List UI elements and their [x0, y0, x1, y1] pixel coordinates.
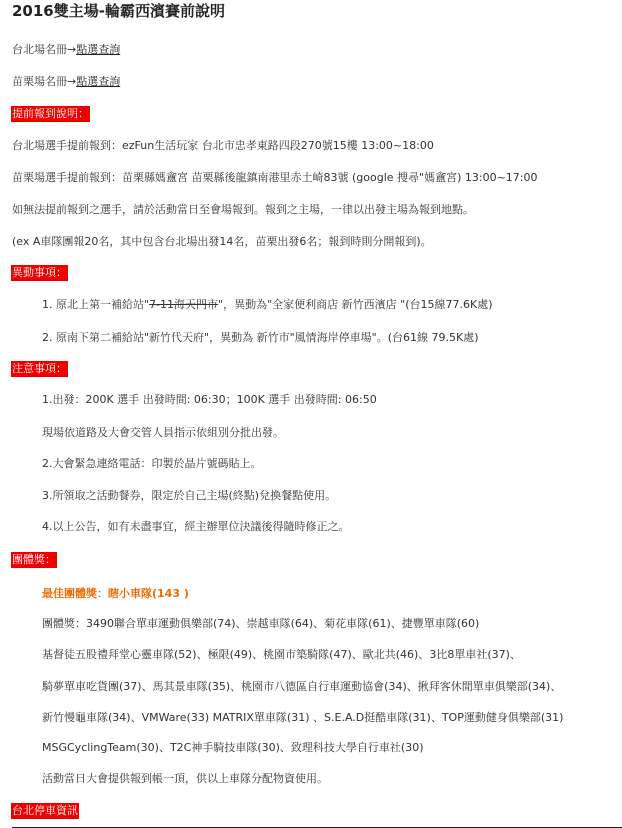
miaoli-roster-link[interactable]: 點選查詢 [76, 75, 121, 88]
checkin-heading: 提前報到說明： [12, 107, 89, 120]
team-award-note: 活動當日大會提供報到帳一頂，供以上車隊分配物資使用。 [42, 772, 328, 785]
checkin-taipei: 台北場選手提前報到：ezFun生活玩家 台北市忠孝東路四段270號15樓 13:00~18:00 [12, 139, 434, 152]
team-award-line-4: 新竹慢龜車隊(34)、VMWare(33) MATRIX單車隊(31) 、S.E.A.D挺酷車隊(31)、TOP運動健身俱樂部(31) [42, 711, 564, 724]
page-title: 2016雙主場-輪霸西濱賽前說明 [12, 2, 225, 20]
change-item-1-old-location: 7-11海天門市 [149, 298, 219, 311]
notes-heading: 注意事項： [12, 362, 67, 375]
parking-heading: 台北停車資訊 [12, 804, 78, 817]
changes-heading: 異動事項： [12, 266, 67, 279]
checkin-miaoli: 苗栗場選手提前報到：苗栗縣媽盦宮 苗栗縣後龍鎮南港里赤土崎83號 (google 搜尋"媽盦宮) 13:00~17:00 [12, 171, 538, 184]
change-item-1-suffix: "，異動為"全家便利商店 新竹西濱店 "(台15線77.6K處) [218, 298, 493, 311]
note-1b: 現場依道路及大會交管人員指示依組別分批出發。 [42, 426, 284, 439]
change-item-1 [42, 298, 493, 312]
best-team-award: 最佳團體獎：瞎小車隊(143 ) [42, 587, 189, 600]
team-award-line-5: MSGCyclingTeam(30)、T2C神手騎技車隊(30)、致理科技大學自行車社(30) [42, 741, 424, 754]
taipei-roster-line [12, 43, 120, 57]
change-item-2: 2. 原南下第二補給站"新竹代天府"，異動為 新竹市"風情海岸停車場"。(台61線 79.5K處) [42, 331, 479, 344]
team-award-line-3: 騎夢單車吃貨團(37)、馬其景車隊(35)、桃園市八德區自行車運動協會(34)、揪拜客休閒單車俱樂部(34)、 [42, 680, 562, 693]
taipei-roster-label: 台北場名冊→ [12, 43, 77, 56]
note-2: 2.大會緊急連絡電話：印製於晶片號碼貼上。 [42, 457, 262, 470]
taipei-roster-link[interactable]: 點選查詢 [76, 43, 121, 56]
team-award-line-2: 基督徒五股禮拜堂心靈車隊(52)、極限(49)、桃園市築騎隊(47)、歐北共(46)、3比8單車社(37)、 [42, 648, 521, 661]
miaoli-roster-label: 苗栗場名冊→ [12, 75, 77, 88]
checkin-example: (ex A車隊團報20名，其中包含台北場出發14名，苗栗出發6名；報到時則分開報到)。 [12, 235, 432, 248]
checkin-note: 如無法提前報到之選手，請於活動當日至會場報到。報到之主場，一律以出發主場為報到地點。 [12, 203, 474, 216]
team-award-line-1: 團體獎：3490聯合單車運動俱樂部(74)、崇越車隊(64)、菊花車隊(61)、捷豐單車隊(60) [42, 617, 480, 630]
miaoli-roster-line [12, 75, 120, 89]
note-4: 4.以上公告，如有未盡事宜，經主辦單位決議後得隨時修正之。 [42, 520, 350, 533]
note-1: 1.出發：200K 選手 出發時間: 06:30；100K 選手 出發時間: 06:50 [42, 393, 377, 406]
note-3: 3.所領取之活動餐券，限定於自己主場(終點)兌換餐點使用。 [42, 489, 337, 502]
team-heading: 團體獎： [12, 553, 56, 566]
change-item-1-prefix: 1. 原北上第一補給站" [42, 298, 150, 311]
